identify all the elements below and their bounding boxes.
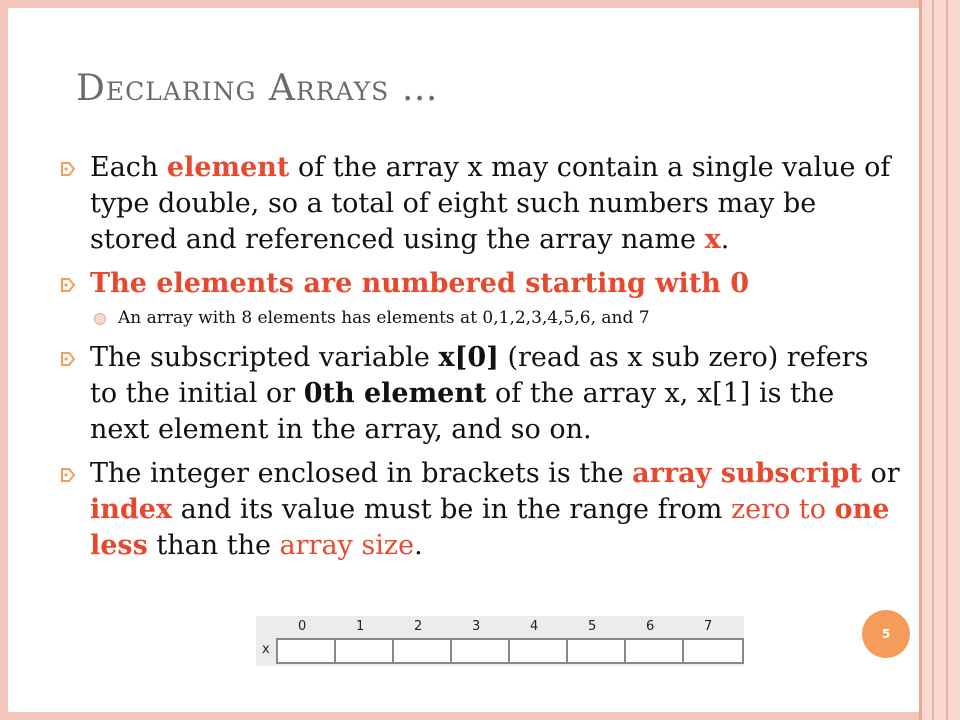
array-cells xyxy=(276,638,744,664)
array-index-label: 0 xyxy=(298,619,307,634)
tag-bullet-icon xyxy=(60,277,76,293)
text-run: and its value must be in the range from xyxy=(172,494,731,525)
highlight-zero-to: zero to xyxy=(730,494,827,525)
text-run: or xyxy=(861,458,900,489)
array-cell xyxy=(336,640,394,662)
highlight-array-size: array size xyxy=(279,530,415,561)
array-diagram xyxy=(256,616,744,666)
text-run: . xyxy=(414,530,423,561)
array-cell xyxy=(452,640,510,662)
text-run: (read as x sub zero) refers to the initial or xyxy=(90,342,869,409)
array-index-label: 6 xyxy=(646,619,655,634)
array-index-label: 3 xyxy=(472,619,481,634)
array-name-label: x xyxy=(262,642,270,657)
slide-content xyxy=(60,150,900,572)
tag-bullet-icon xyxy=(60,161,76,177)
emphasis-0th-element: 0th element xyxy=(303,378,487,409)
text-run xyxy=(826,494,835,525)
array-cell xyxy=(394,640,452,662)
highlight-numbering: The elements are numbered starting with 0 xyxy=(90,268,750,299)
right-decor-line xyxy=(919,0,922,720)
top-border xyxy=(0,0,960,8)
array-index-label: 7 xyxy=(704,619,713,634)
text-run: An array with 8 elements has elements at 0,1,2,3,4,5,6, and 7 xyxy=(118,308,650,328)
tag-bullet-icon xyxy=(60,467,76,483)
sub-bullet-item xyxy=(60,306,900,330)
highlight-x: x xyxy=(704,224,721,255)
page-number-badge: 5 xyxy=(862,610,910,658)
text-run: than the xyxy=(147,530,280,561)
highlight-index: index xyxy=(90,494,173,525)
array-cell xyxy=(684,640,742,662)
sub-bullet-dot-icon xyxy=(94,313,106,325)
array-index-label: 2 xyxy=(414,619,423,634)
highlight-element: element xyxy=(166,152,290,183)
text-run: of the array x, x[1] is the next element in the array, and so on. xyxy=(90,378,835,445)
left-border xyxy=(0,0,8,720)
emphasis-x0: x[0] xyxy=(438,342,499,373)
text-run: The subscripted variable xyxy=(90,342,439,373)
array-cell xyxy=(626,640,684,662)
array-index-label: 4 xyxy=(530,619,539,634)
slide-title: Declaring Arrays … xyxy=(76,68,439,109)
highlight-one-less: one less xyxy=(90,494,890,561)
bullet-item xyxy=(60,456,900,564)
right-decor-line xyxy=(946,0,948,720)
array-index-label: 5 xyxy=(588,619,597,634)
right-decor-band xyxy=(920,0,960,720)
text-run: Each xyxy=(90,152,167,183)
text-run: of the array x may contain a single value of type double, so a total of eight such numbers may be stored and referenced using the array name xyxy=(90,152,891,255)
array-index-label: 1 xyxy=(356,619,365,634)
text-run: . xyxy=(720,224,730,255)
tag-bullet-icon xyxy=(60,351,76,367)
text-run: The integer enclosed in brackets is the xyxy=(90,458,633,489)
bullet-item xyxy=(60,266,900,302)
array-cell xyxy=(510,640,568,662)
bottom-border xyxy=(0,712,960,720)
bullet-item xyxy=(60,150,900,258)
right-decor-line xyxy=(932,0,934,720)
highlight-array-subscript: array subscript xyxy=(632,458,862,489)
bullet-item xyxy=(60,340,900,448)
array-cell xyxy=(278,640,336,662)
array-cell xyxy=(568,640,626,662)
